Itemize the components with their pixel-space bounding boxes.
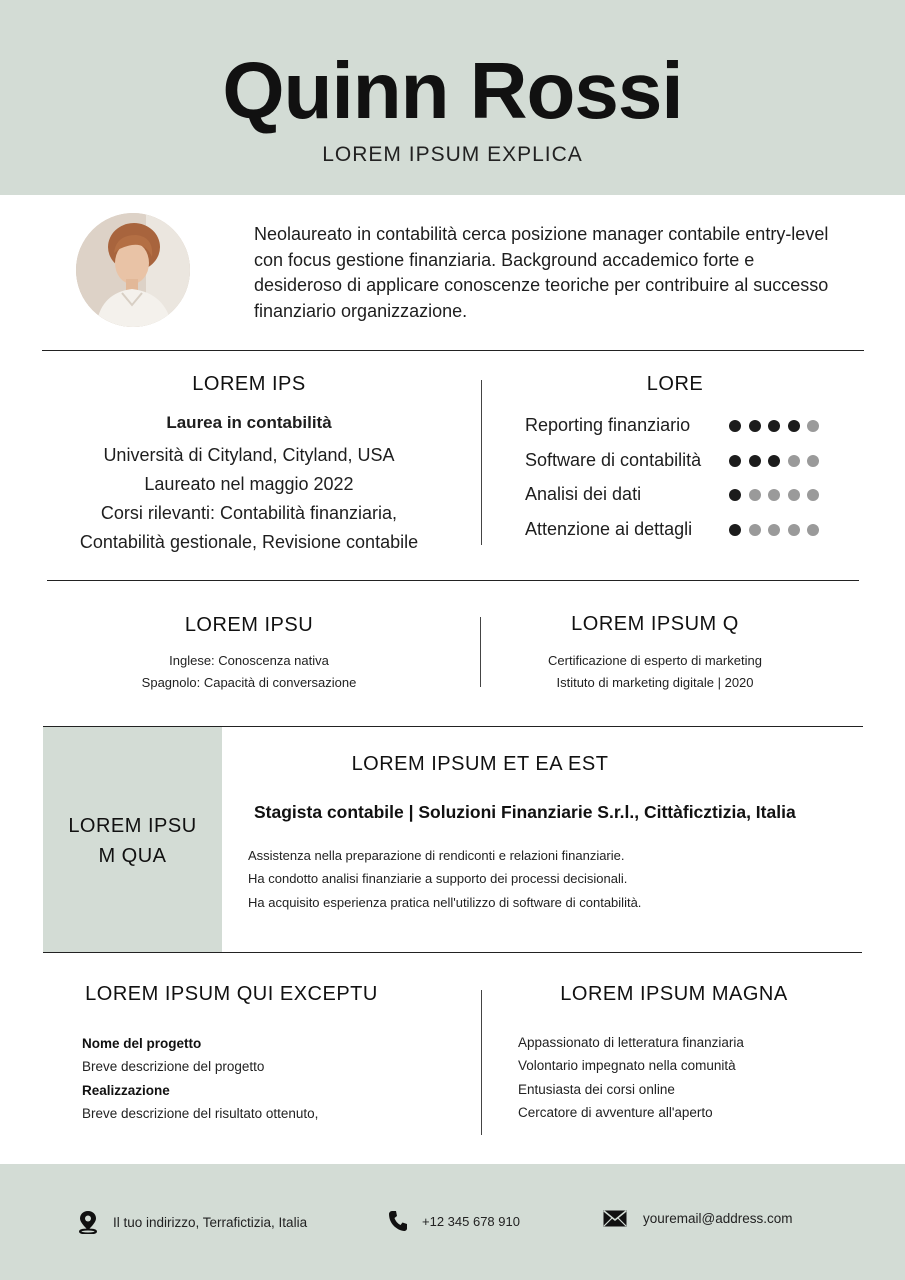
rating-dot-empty <box>749 524 761 536</box>
skill-label: Analisi dei dati <box>525 484 642 504</box>
achievement-label: Realizzazione <box>82 1082 170 1098</box>
rating-dot-filled <box>729 420 741 432</box>
rating-dot-empty <box>807 420 819 432</box>
skills-title: LORE <box>646 373 704 395</box>
certifications-block <box>505 650 805 694</box>
language-line: Inglese: Conoscenza nativa <box>169 653 329 668</box>
interests-list <box>518 1031 744 1124</box>
location-pin-icon <box>77 1210 99 1234</box>
skill-label: Software di contabilità <box>525 449 702 470</box>
email-text: youremail@address.com <box>643 1211 793 1226</box>
education-line: Università di Cityland, Cityland, USA <box>103 445 395 465</box>
rating-dot-empty <box>807 455 819 467</box>
rating-dot-filled <box>749 455 761 467</box>
education-line: Laureato nel maggio 2022 <box>144 474 354 494</box>
divider <box>42 350 864 351</box>
rating-dot-empty <box>807 489 819 501</box>
profile-photo <box>76 213 190 327</box>
rating-dot-empty <box>788 489 800 501</box>
experience-side-label <box>43 811 222 871</box>
job-bullet: Assistenza nella preparazione di rendiconti e relazioni finanziarie. <box>248 848 625 863</box>
experience-side-label-line: M QUA <box>98 845 167 867</box>
mail-icon <box>603 1210 627 1227</box>
projects-block <box>82 1032 318 1125</box>
skill-rating <box>729 420 819 432</box>
education-block <box>50 408 448 557</box>
interests-title: LOREM IPSUM MAGNA <box>560 983 788 1005</box>
job-bullet: Ha acquisito esperienza pratica nell'utilizzo di software di contabilità. <box>248 894 642 910</box>
languages-block <box>50 650 448 694</box>
skill-row <box>525 516 845 551</box>
header-band <box>0 0 905 195</box>
projects-title: LOREM IPSUM QUI EXCEPTU <box>85 983 378 1005</box>
project-name: Nome del progetto <box>82 1036 202 1051</box>
experience-side-panel <box>43 727 222 952</box>
interest-item: Cercatore di avventure all'aperto <box>518 1104 713 1120</box>
skill-label: Attenzione ai dettagli <box>525 518 693 539</box>
job-bullet: Ha condotto analisi finanziarie a supporto dei processi decisionali. <box>248 871 628 887</box>
candidate-name: Quinn Rossi <box>222 46 683 135</box>
rating-dot-filled <box>729 489 741 501</box>
skill-row <box>525 412 845 447</box>
experience-title: LOREM IPSUM ET EA EST <box>351 753 609 775</box>
interest-item: Appassionato di letteratura finanziaria <box>518 1035 744 1050</box>
rating-dot-filled <box>788 420 800 432</box>
rating-dot-empty <box>807 524 819 536</box>
divider <box>43 952 862 953</box>
certifications-title: LOREM IPSUM Q <box>571 613 739 635</box>
skill-rating <box>729 455 819 467</box>
education-line: Corsi rilevanti: Contabilità finanziaria, <box>100 503 398 523</box>
footer-address <box>77 1210 307 1234</box>
rating-dot-empty <box>768 524 780 536</box>
rating-dot-filled <box>749 420 761 432</box>
phone-text: +12 345 678 910 <box>422 1213 520 1229</box>
rating-dot-empty <box>788 455 800 467</box>
address-text: Il tuo indirizzo, Terrafictizia, Italia <box>113 1214 308 1230</box>
rating-dot-filled <box>768 420 780 432</box>
job-title: Stagista contabile | Soluzioni Finanziarie S.r.l., Cittàficztizia, Italia <box>254 802 796 822</box>
skill-rating <box>729 489 819 501</box>
divider-vertical <box>480 617 481 687</box>
interest-item: Entusiasta dei corsi online <box>518 1081 675 1097</box>
phone-icon <box>388 1210 408 1232</box>
divider-vertical <box>481 990 482 1135</box>
rating-dot-empty <box>768 489 780 501</box>
certification-line: Istituto di marketing digitale | 2020 <box>556 675 754 690</box>
rating-dot-filled <box>768 455 780 467</box>
skill-row <box>525 447 845 482</box>
rating-dot-empty <box>788 524 800 536</box>
rating-dot-empty <box>749 489 761 501</box>
languages-title: LOREM IPSU <box>184 614 314 636</box>
rating-dot-filled <box>729 455 741 467</box>
education-title: LOREM IPS <box>192 373 306 395</box>
footer-email <box>603 1210 793 1227</box>
rating-dot-filled <box>729 524 741 536</box>
divider <box>47 580 859 581</box>
project-description: Breve descrizione del progetto <box>82 1059 265 1075</box>
skills-list <box>525 412 845 550</box>
profile-summary: Neolaureato in contabilità cerca posizione manager contabile entry-level con focus gestione finanziaria. Background accademico forte e desideroso di applicare conoscenze teoriche per contribuire al successo finanziario organizzazione. <box>254 224 829 321</box>
experience-side-label-line: LOREM IPSU <box>68 815 197 837</box>
education-line: Contabilità gestionale, Revisione contabile <box>79 532 419 552</box>
footer-phone <box>388 1210 520 1232</box>
skill-row <box>525 481 845 516</box>
job-bullets <box>248 844 641 914</box>
language-line: Spagnolo: Capacità di conversazione <box>141 675 357 690</box>
divider-vertical <box>481 380 482 545</box>
certification-line: Certificazione di esperto di marketing <box>548 653 762 668</box>
candidate-subtitle: LOREM IPSUM EXPLICA <box>322 143 583 166</box>
degree: Laurea in contabilità <box>166 413 332 432</box>
skill-rating <box>729 524 819 536</box>
skill-label: Reporting finanziario <box>525 415 691 435</box>
interest-item: Volontario impegnato nella comunità <box>518 1058 736 1074</box>
achievement-description: Breve descrizione del risultato ottenuto, <box>82 1105 319 1121</box>
